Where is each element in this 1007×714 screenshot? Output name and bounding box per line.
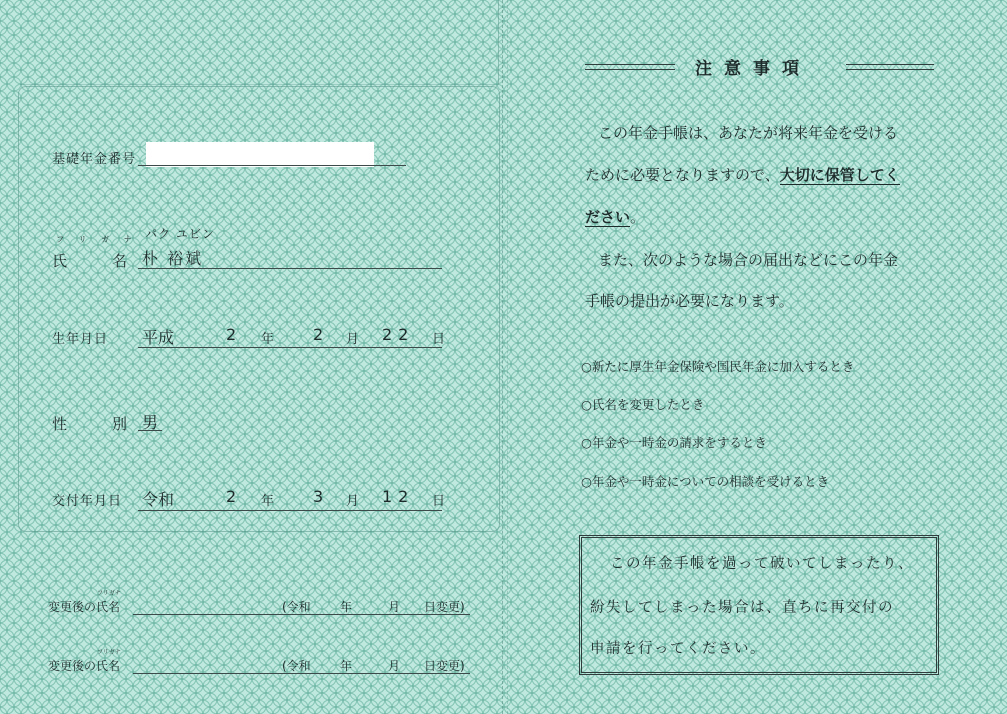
issue-day: 12 bbox=[382, 487, 415, 506]
notice-p2-line1: また、次のような場合の届出などにこの年金 bbox=[598, 251, 899, 269]
birth-year-unit: 年 bbox=[261, 332, 276, 347]
notice-p1-line1: この年金手帳は、あなたが将来年金を受ける bbox=[598, 124, 899, 142]
change1-paren-open: (令和 bbox=[282, 600, 311, 614]
change1-suffix: 日変更) bbox=[424, 600, 465, 614]
birth-underline bbox=[138, 347, 442, 348]
sex-underline bbox=[138, 430, 162, 431]
notice-p1-line3 bbox=[585, 207, 645, 227]
change2-month-unit: 月 bbox=[388, 659, 401, 673]
notice-p1-line3-emphasis: ださい bbox=[585, 208, 631, 226]
notice-p1-line2 bbox=[585, 165, 900, 185]
issue-label: 交付年月日 bbox=[52, 494, 123, 509]
sex-label-b: 別 bbox=[112, 415, 129, 433]
change2-suffix: 日変更) bbox=[424, 659, 465, 673]
change2-underline bbox=[133, 673, 470, 674]
warning-line-3: 申請を行ってください。 bbox=[590, 641, 766, 657]
name-value: 朴 裕斌 bbox=[142, 249, 204, 268]
issue-day-unit: 日 bbox=[432, 494, 447, 509]
sex-value: 男 bbox=[142, 413, 159, 432]
name-label-a: 氏 bbox=[52, 252, 69, 270]
issue-month-unit: 月 bbox=[346, 494, 361, 509]
change2-furigana: フリガナ bbox=[97, 649, 121, 656]
bullet-item: ○氏名を変更したとき bbox=[581, 397, 705, 412]
birth-era: 平成 bbox=[142, 328, 175, 347]
name-furigana-value: パク ユビン bbox=[145, 227, 215, 241]
basic-number-underline bbox=[138, 165, 406, 166]
change1-underline bbox=[133, 614, 470, 615]
issue-year: 2 bbox=[226, 487, 237, 506]
birth-month: 2 bbox=[313, 325, 324, 344]
change2-paren-open: (令和 bbox=[282, 659, 311, 673]
change2-label: 変更後の氏名 bbox=[48, 659, 121, 673]
center-fold bbox=[502, 0, 508, 714]
name-furigana-label: フ リ ガ ナ bbox=[56, 235, 138, 244]
birth-label: 生年月日 bbox=[52, 332, 109, 347]
change1-month-unit: 月 bbox=[388, 600, 401, 614]
change1-label: 変更後の氏名 bbox=[48, 600, 121, 614]
issue-year-unit: 年 bbox=[261, 494, 276, 509]
bullet-item: ○年金や一時金についての相談を受けるとき bbox=[581, 474, 830, 489]
name-label-b: 名 bbox=[112, 252, 129, 270]
bullet-item: ○新たに厚生年金保険や国民年金に加入するとき bbox=[581, 359, 855, 374]
change1-year-unit: 年 bbox=[340, 600, 353, 614]
issue-era: 令和 bbox=[142, 490, 175, 509]
warning-line-1: この年金手帳を過って破いてしまったり、 bbox=[610, 556, 914, 572]
issue-underline bbox=[138, 510, 442, 511]
name-underline bbox=[138, 268, 442, 269]
top-tab-outline bbox=[20, 0, 499, 85]
issue-month: 3 bbox=[313, 487, 324, 506]
title-rule-right bbox=[846, 64, 934, 70]
basic-number-label: 基礎年金番号 bbox=[52, 152, 137, 167]
warning-line-2: 紛失してしまった場合は、直ちに再交付の bbox=[590, 600, 894, 616]
birth-month-unit: 月 bbox=[346, 332, 361, 347]
bullet-item: ○年金や一時金の請求をするとき bbox=[581, 435, 767, 450]
notice-p1-line2-emphasis: 大切に保管してく bbox=[779, 166, 900, 184]
notice-p2-line2: 手帳の提出が必要になります。 bbox=[585, 292, 794, 310]
title-rule-left bbox=[585, 64, 675, 70]
sex-label-a: 性 bbox=[52, 415, 69, 433]
change2-year-unit: 年 bbox=[340, 659, 353, 673]
birth-day: 22 bbox=[382, 325, 415, 344]
birth-year: 2 bbox=[226, 325, 237, 344]
notice-p1-line3-b: 。 bbox=[630, 208, 646, 226]
notice-p1-line2-a: ために必要となりますので、 bbox=[585, 166, 780, 184]
birth-day-unit: 日 bbox=[432, 332, 447, 347]
change1-furigana: フリガナ bbox=[97, 590, 121, 597]
basic-number-redaction bbox=[146, 142, 374, 167]
notice-title: 注意事項 bbox=[695, 59, 811, 79]
